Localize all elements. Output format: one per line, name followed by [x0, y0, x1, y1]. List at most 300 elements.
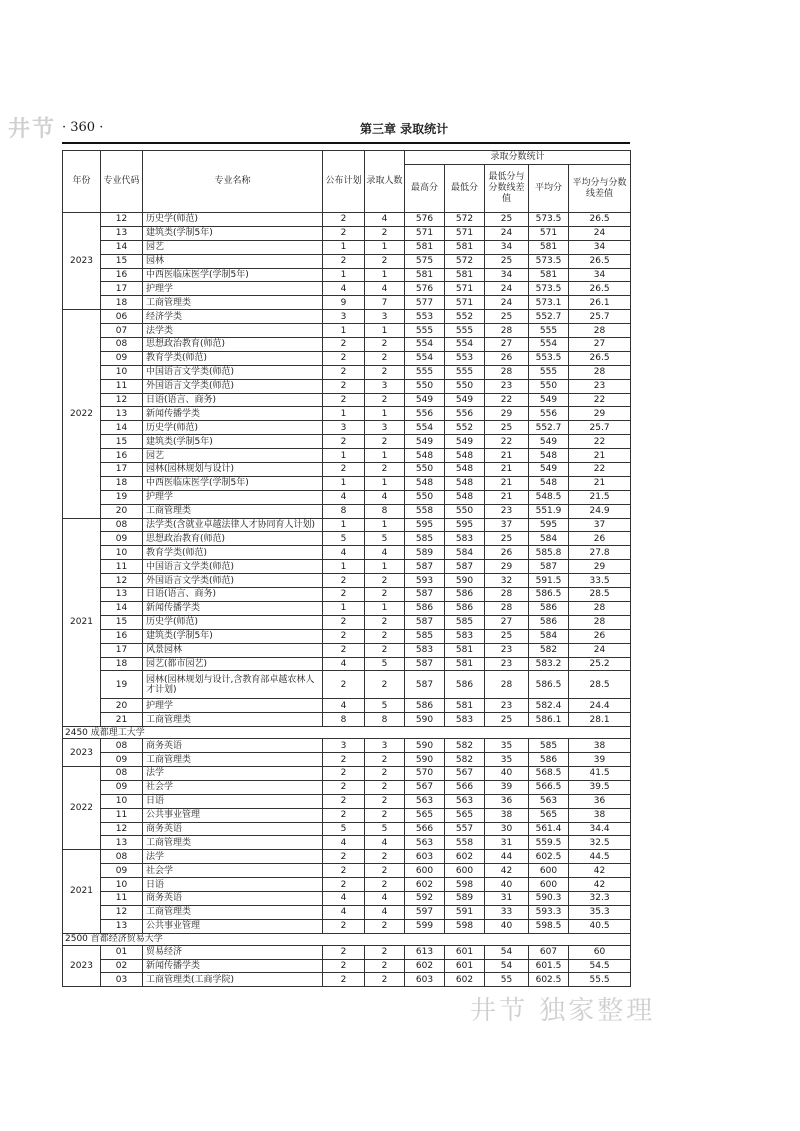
- cell-name: 园林(园林规划与设计,含教育部卓越农林人才计划): [143, 671, 323, 699]
- cell-code: 18: [101, 296, 143, 310]
- cell-avg: 554: [529, 338, 569, 352]
- cell-code: 09: [101, 864, 143, 878]
- cell-avg_diff: 26.1: [569, 296, 631, 310]
- cell-max: 577: [405, 296, 445, 310]
- cell-max: 571: [405, 226, 445, 240]
- cell-diff: 27: [485, 338, 529, 352]
- cell-name: 日语(语言、商务): [143, 588, 323, 602]
- cell-max: 597: [405, 905, 445, 919]
- cell-avg: 590.3: [529, 891, 569, 905]
- cell-name: 法学: [143, 850, 323, 864]
- cell-name: 日语: [143, 878, 323, 892]
- cell-avg: 585: [529, 739, 569, 753]
- cell-admitted: 2: [365, 945, 405, 959]
- cell-diff: 22: [485, 393, 529, 407]
- cell-min: 556: [445, 407, 485, 421]
- table-row: [63, 365, 631, 379]
- cell-avg_diff: 32.3: [569, 891, 631, 905]
- cell-avg_diff: 32.5: [569, 836, 631, 850]
- cell-admitted: 2: [365, 794, 405, 808]
- cell-min: 549: [445, 393, 485, 407]
- cell-avg_diff: 24.4: [569, 699, 631, 713]
- cell-avg: 568.5: [529, 766, 569, 780]
- cell-diff: 31: [485, 891, 529, 905]
- cell-min: 548: [445, 476, 485, 490]
- cell-avg: 566.5: [529, 780, 569, 794]
- header-rule: [62, 142, 630, 144]
- cell-admitted: 2: [365, 850, 405, 864]
- cell-avg: 561.4: [529, 822, 569, 836]
- cell-code: 16: [101, 629, 143, 643]
- cell-diff: 25: [485, 532, 529, 546]
- cell-admitted: 2: [365, 588, 405, 602]
- cell-avg_diff: 28: [569, 601, 631, 615]
- cell-plan: 2: [323, 959, 365, 973]
- cell-plan: 2: [323, 213, 365, 227]
- cell-code: 11: [101, 560, 143, 574]
- page-number: · 360 ·: [62, 120, 104, 135]
- table-row: [63, 780, 631, 794]
- cell-admitted: 4: [365, 282, 405, 296]
- cell-max: 587: [405, 657, 445, 671]
- cell-name: 中西医临床医学(学制5年): [143, 268, 323, 282]
- cell-min: 590: [445, 574, 485, 588]
- table-row: [63, 490, 631, 504]
- table-header: [63, 151, 631, 213]
- cell-admitted: 1: [365, 601, 405, 615]
- cell-diff: 54: [485, 959, 529, 973]
- cell-diff: 21: [485, 449, 529, 463]
- col-max: 最高分: [405, 165, 445, 213]
- cell-name: 工商管理类: [143, 905, 323, 919]
- table-row: [63, 268, 631, 282]
- cell-name: 新闻传播学类: [143, 407, 323, 421]
- cell-name: 经济学类: [143, 310, 323, 324]
- cell-code: 18: [101, 476, 143, 490]
- cell-min: 548: [445, 463, 485, 477]
- cell-plan: 4: [323, 490, 365, 504]
- cell-plan: 2: [323, 226, 365, 240]
- cell-plan: 1: [323, 476, 365, 490]
- cell-name: 风景园林: [143, 643, 323, 657]
- cell-min: 586: [445, 588, 485, 602]
- cell-admitted: 1: [365, 407, 405, 421]
- cell-admitted: 4: [365, 836, 405, 850]
- cell-admitted: 2: [365, 780, 405, 794]
- cell-diff: 54: [485, 945, 529, 959]
- cell-min: 586: [445, 671, 485, 699]
- cell-max: 567: [405, 780, 445, 794]
- cell-admitted: 2: [365, 973, 405, 987]
- cell-avg_diff: 27.8: [569, 546, 631, 560]
- cell-diff: 22: [485, 435, 529, 449]
- cell-max: 553: [405, 310, 445, 324]
- cell-code: 08: [101, 766, 143, 780]
- cell-diff: 40: [485, 766, 529, 780]
- cell-admitted: 2: [365, 615, 405, 629]
- cell-diff: 27: [485, 615, 529, 629]
- table-row: [63, 560, 631, 574]
- cell-plan: 2: [323, 365, 365, 379]
- cell-plan: 2: [323, 393, 365, 407]
- cell-min: 571: [445, 226, 485, 240]
- institution-row: [63, 933, 631, 945]
- cell-diff: 23: [485, 699, 529, 713]
- cell-min: 583: [445, 629, 485, 643]
- cell-diff: 38: [485, 808, 529, 822]
- cell-admitted: 4: [365, 546, 405, 560]
- cell-min: 558: [445, 836, 485, 850]
- cell-avg_diff: 26: [569, 532, 631, 546]
- cell-plan: 2: [323, 808, 365, 822]
- cell-min: 581: [445, 699, 485, 713]
- cell-code: 17: [101, 463, 143, 477]
- table-row: [63, 393, 631, 407]
- cell-avg_diff: 33.5: [569, 574, 631, 588]
- cell-avg: 601.5: [529, 959, 569, 973]
- cell-max: 586: [405, 601, 445, 615]
- cell-min: 582: [445, 739, 485, 753]
- cell-plan: 1: [323, 601, 365, 615]
- cell-max: 576: [405, 282, 445, 296]
- admission-stats-table: [62, 150, 631, 987]
- cell-max: 566: [405, 822, 445, 836]
- cell-plan: 8: [323, 504, 365, 518]
- cell-admitted: 2: [365, 878, 405, 892]
- table-body: [63, 213, 631, 987]
- cell-name: 中国语言文学类(师范): [143, 365, 323, 379]
- cell-min: 552: [445, 310, 485, 324]
- cell-plan: 2: [323, 945, 365, 959]
- cell-admitted: 2: [365, 351, 405, 365]
- table-row: [63, 891, 631, 905]
- cell-avg_diff: 21: [569, 476, 631, 490]
- cell-admitted: 1: [365, 449, 405, 463]
- cell-plan: 2: [323, 850, 365, 864]
- cell-max: 555: [405, 324, 445, 338]
- cell-name: 外国语言文学类(师范): [143, 574, 323, 588]
- cell-avg: 600: [529, 864, 569, 878]
- cell-admitted: 1: [365, 560, 405, 574]
- cell-min: 582: [445, 753, 485, 767]
- table-row: [63, 753, 631, 767]
- cell-avg: 555: [529, 324, 569, 338]
- cell-avg: 551.9: [529, 504, 569, 518]
- col-avg: 平均分: [529, 165, 569, 213]
- cell-diff: 35: [485, 753, 529, 767]
- cell-min: 566: [445, 780, 485, 794]
- cell-avg_diff: 60: [569, 945, 631, 959]
- col-plan: 公布计划: [323, 151, 365, 213]
- cell-min: 565: [445, 808, 485, 822]
- cell-code: 13: [101, 919, 143, 933]
- cell-avg_diff: 22: [569, 463, 631, 477]
- table-row: [63, 588, 631, 602]
- cell-avg: 602.5: [529, 973, 569, 987]
- cell-max: 554: [405, 338, 445, 352]
- cell-min: 571: [445, 296, 485, 310]
- cell-avg: 591.5: [529, 574, 569, 588]
- cell-max: 548: [405, 449, 445, 463]
- cell-max: 593: [405, 574, 445, 588]
- cell-plan: 1: [323, 407, 365, 421]
- cell-max: 600: [405, 864, 445, 878]
- cell-admitted: 2: [365, 753, 405, 767]
- cell-min: 602: [445, 973, 485, 987]
- cell-diff: 31: [485, 836, 529, 850]
- cell-plan: 2: [323, 864, 365, 878]
- cell-code: 09: [101, 753, 143, 767]
- institution-name: 2450 成都理工大学: [63, 727, 631, 739]
- cell-avg_diff: 29: [569, 407, 631, 421]
- cell-plan: 2: [323, 973, 365, 987]
- cell-name: 公共事业管理: [143, 808, 323, 822]
- cell-max: 570: [405, 766, 445, 780]
- cell-name: 公共事业管理: [143, 919, 323, 933]
- cell-avg_diff: 25.2: [569, 657, 631, 671]
- table-row: [63, 296, 631, 310]
- cell-code: 08: [101, 338, 143, 352]
- cell-name: 工商管理类: [143, 753, 323, 767]
- cell-admitted: 2: [365, 435, 405, 449]
- cell-plan: 3: [323, 739, 365, 753]
- table-row: [63, 324, 631, 338]
- cell-max: 587: [405, 615, 445, 629]
- cell-plan: 2: [323, 379, 365, 393]
- cell-code: 20: [101, 504, 143, 518]
- table-row: [63, 905, 631, 919]
- cell-admitted: 5: [365, 532, 405, 546]
- cell-diff: 25: [485, 310, 529, 324]
- cell-name: 法学类(含就业卓越法律人才协同育人计划): [143, 518, 323, 532]
- cell-name: 园林(园林规划与设计): [143, 463, 323, 477]
- cell-min: 583: [445, 713, 485, 727]
- cell-name: 园艺(都市园艺): [143, 657, 323, 671]
- cell-diff: 28: [485, 324, 529, 338]
- table-row: [63, 945, 631, 959]
- cell-min: 554: [445, 338, 485, 352]
- cell-max: 590: [405, 739, 445, 753]
- cell-name: 中西医临床医学(学制5年): [143, 476, 323, 490]
- cell-avg_diff: 25.7: [569, 421, 631, 435]
- cell-max: 550: [405, 379, 445, 393]
- cell-code: 09: [101, 780, 143, 794]
- cell-diff: 39: [485, 780, 529, 794]
- cell-avg: 549: [529, 463, 569, 477]
- cell-avg: 584: [529, 532, 569, 546]
- cell-max: 556: [405, 407, 445, 421]
- cell-plan: 4: [323, 891, 365, 905]
- cell-admitted: 4: [365, 891, 405, 905]
- table-row: [63, 310, 631, 324]
- cell-name: 工商管理类: [143, 713, 323, 727]
- cell-plan: 1: [323, 240, 365, 254]
- cell-admitted: 2: [365, 629, 405, 643]
- cell-name: 护理学: [143, 490, 323, 504]
- cell-avg: 586: [529, 753, 569, 767]
- cell-plan: 1: [323, 518, 365, 532]
- publisher-logo: 井节: [8, 117, 57, 142]
- cell-code: 20: [101, 699, 143, 713]
- cell-avg: 548: [529, 476, 569, 490]
- cell-plan: 2: [323, 435, 365, 449]
- cell-plan: 4: [323, 282, 365, 296]
- cell-code: 09: [101, 532, 143, 546]
- cell-diff: 29: [485, 407, 529, 421]
- cell-avg: 581: [529, 268, 569, 282]
- cell-avg_diff: 38: [569, 739, 631, 753]
- cell-name: 思想政治教育(师范): [143, 532, 323, 546]
- cell-min: 555: [445, 365, 485, 379]
- cell-avg_diff: 28.5: [569, 588, 631, 602]
- cell-min: 572: [445, 213, 485, 227]
- cell-plan: 2: [323, 794, 365, 808]
- cell-diff: 44: [485, 850, 529, 864]
- cell-admitted: 2: [365, 864, 405, 878]
- cell-min: 585: [445, 615, 485, 629]
- col-score-group: 录取分数统计: [405, 151, 631, 165]
- cell-avg_diff: 26.5: [569, 254, 631, 268]
- cell-code: 12: [101, 822, 143, 836]
- cell-admitted: 2: [365, 393, 405, 407]
- cell-admitted: 2: [365, 338, 405, 352]
- cell-name: 工商管理类: [143, 836, 323, 850]
- table-row: [63, 794, 631, 808]
- cell-plan: 4: [323, 905, 365, 919]
- cell-admitted: 4: [365, 490, 405, 504]
- table-row: [63, 878, 631, 892]
- cell-name: 社会学: [143, 780, 323, 794]
- cell-plan: 2: [323, 254, 365, 268]
- cell-admitted: 2: [365, 643, 405, 657]
- year-cell: 2021: [63, 518, 101, 727]
- cell-diff: 28: [485, 671, 529, 699]
- cell-max: 587: [405, 671, 445, 699]
- cell-code: 13: [101, 226, 143, 240]
- cell-diff: 23: [485, 657, 529, 671]
- cell-admitted: 2: [365, 766, 405, 780]
- cell-avg: 565: [529, 808, 569, 822]
- year-cell: 2022: [63, 766, 101, 849]
- cell-admitted: 2: [365, 671, 405, 699]
- cell-max: 549: [405, 393, 445, 407]
- cell-avg_diff: 28: [569, 324, 631, 338]
- cell-avg_diff: 42: [569, 864, 631, 878]
- cell-avg_diff: 21: [569, 449, 631, 463]
- cell-max: 548: [405, 476, 445, 490]
- cell-avg_diff: 24: [569, 643, 631, 657]
- cell-avg_diff: 25.7: [569, 310, 631, 324]
- cell-avg: 552.7: [529, 421, 569, 435]
- cell-admitted: 1: [365, 240, 405, 254]
- cell-code: 15: [101, 615, 143, 629]
- cell-min: 550: [445, 504, 485, 518]
- cell-code: 14: [101, 421, 143, 435]
- table-row: [63, 379, 631, 393]
- cell-name: 商务英语: [143, 891, 323, 905]
- cell-name: 商务英语: [143, 822, 323, 836]
- cell-plan: 2: [323, 351, 365, 365]
- cell-admitted: 3: [365, 739, 405, 753]
- cell-avg: 552.7: [529, 310, 569, 324]
- cell-diff: 21: [485, 476, 529, 490]
- cell-plan: 2: [323, 766, 365, 780]
- cell-avg: 586.1: [529, 713, 569, 727]
- cell-avg_diff: 39: [569, 753, 631, 767]
- cell-max: 576: [405, 213, 445, 227]
- cell-avg: 548.5: [529, 490, 569, 504]
- cell-avg: 573.1: [529, 296, 569, 310]
- cell-avg_diff: 37: [569, 518, 631, 532]
- cell-admitted: 7: [365, 296, 405, 310]
- cell-min: 553: [445, 351, 485, 365]
- table-row: [63, 574, 631, 588]
- cell-code: 16: [101, 268, 143, 282]
- cell-code: 07: [101, 324, 143, 338]
- cell-avg_diff: 35.3: [569, 905, 631, 919]
- cell-admitted: 1: [365, 476, 405, 490]
- cell-diff: 23: [485, 643, 529, 657]
- cell-admitted: 5: [365, 699, 405, 713]
- cell-admitted: 8: [365, 713, 405, 727]
- cell-diff: 25: [485, 421, 529, 435]
- cell-diff: 21: [485, 490, 529, 504]
- cell-diff: 34: [485, 240, 529, 254]
- cell-avg_diff: 41.5: [569, 766, 631, 780]
- cell-avg: 584: [529, 629, 569, 643]
- cell-avg: 553.5: [529, 351, 569, 365]
- cell-code: 13: [101, 836, 143, 850]
- table-row: [63, 699, 631, 713]
- cell-name: 新闻传播学类: [143, 959, 323, 973]
- cell-code: 10: [101, 878, 143, 892]
- cell-code: 15: [101, 435, 143, 449]
- table-row: [63, 226, 631, 240]
- cell-plan: 1: [323, 268, 365, 282]
- cell-diff: 26: [485, 546, 529, 560]
- cell-diff: 42: [485, 864, 529, 878]
- cell-code: 10: [101, 794, 143, 808]
- cell-max: 595: [405, 518, 445, 532]
- cell-max: 590: [405, 713, 445, 727]
- cell-min: 598: [445, 878, 485, 892]
- cell-avg: 548: [529, 449, 569, 463]
- cell-plan: 4: [323, 699, 365, 713]
- cell-code: 16: [101, 449, 143, 463]
- table-row: [63, 601, 631, 615]
- cell-avg: 549: [529, 435, 569, 449]
- cell-min: 550: [445, 379, 485, 393]
- cell-name: 新闻传播学类: [143, 601, 323, 615]
- cell-min: 567: [445, 766, 485, 780]
- cell-diff: 24: [485, 226, 529, 240]
- cell-diff: 28: [485, 601, 529, 615]
- cell-admitted: 4: [365, 905, 405, 919]
- cell-name: 法学类: [143, 324, 323, 338]
- cell-diff: 35: [485, 739, 529, 753]
- cell-avg: 582.4: [529, 699, 569, 713]
- cell-avg_diff: 44.5: [569, 850, 631, 864]
- cell-min: 572: [445, 254, 485, 268]
- table-row: [63, 351, 631, 365]
- institution-row: [63, 727, 631, 739]
- cell-avg_diff: 27: [569, 338, 631, 352]
- cell-avg: 586.5: [529, 588, 569, 602]
- cell-avg: 571: [529, 226, 569, 240]
- cell-admitted: 1: [365, 324, 405, 338]
- cell-name: 思想政治教育(师范): [143, 338, 323, 352]
- cell-min: 591: [445, 905, 485, 919]
